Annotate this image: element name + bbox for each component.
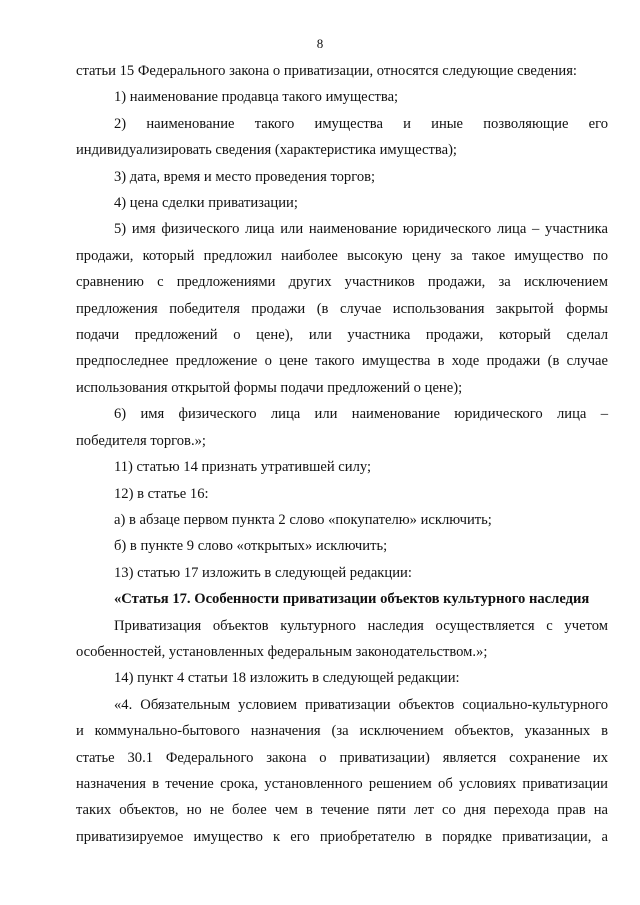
text-line: 6) имя физического лица или наименование юридического лица – [114, 406, 608, 423]
text-line: «4. Обязательным условием приватизации объектов социально-культурного [114, 696, 608, 713]
text-line: 1) наименование продавца такого имущества; [114, 89, 399, 106]
text-line: предпоследнее предложение о цене такого имущества в ходе продажи (в случае [76, 353, 608, 370]
text-line: использования открытой формы подачи предложений о цене); [76, 379, 463, 396]
text-line: подачи предложений о цене), или участника продажи, который сделал [76, 327, 608, 344]
document-body [76, 58, 608, 850]
text-line: 2) наименование такого имущества и иные позволяющие его [114, 115, 608, 132]
text-line: приватизируемое имущество к его приобретателю в порядке приватизации, а [76, 828, 608, 845]
text-line: Приватизация объектов культурного наследия осуществляется с учетом [114, 617, 608, 634]
text-line: 11) статью 14 признать утратившей силу; [114, 459, 372, 476]
text-line: продажи, который предложил наиболее высокую цену за такое имущество по [76, 247, 608, 264]
text-line: а) в абзаце первом пункта 2 слово «покупателю» исключить; [114, 511, 492, 528]
text-line: предложения победителя продажи (в случае использования закрытой формы [76, 300, 608, 317]
text-line: 3) дата, время и место проведения торгов; [114, 168, 376, 185]
text-line: назначения в течение срока, установленного решением об условиях приватизации [76, 775, 608, 792]
text-line: и коммунально-бытового назначения (за исключением объектов, указанных в [76, 723, 608, 740]
text-line: индивидуализировать сведения (характеристика имущества); [76, 142, 457, 159]
text-line: 14) пункт 4 статьи 18 изложить в следующей редакции: [114, 670, 460, 687]
text-line: 13) статью 17 изложить в следующей редакции: [114, 564, 412, 581]
text-line: статьи 15 Федерального закона о приватизации, относятся следующие сведения: [76, 63, 577, 79]
text-line: особенностей, установленных федеральным законодательством.»; [76, 643, 488, 660]
text-line: 4) цена сделки приватизации; [114, 195, 298, 212]
page-number: 8 [316, 36, 324, 51]
text-line: б) в пункте 9 слово «открытых» исключить; [114, 538, 388, 555]
text-line: таких объектов, но не более чем в течение пяти лет со дня перехода прав на [76, 802, 608, 819]
article-heading-line: «Статья 17. Особенности приватизации объектов культурного наследия [114, 591, 590, 608]
text-line: 12) в статье 16: [114, 485, 209, 502]
text-line: сравнению с предложениями других участников продажи, за исключением [76, 274, 608, 291]
text-line: победителя торгов.»; [76, 432, 206, 449]
text-line: статье 30.1 Федерального закона о приватизации) является сохранение их [76, 749, 608, 766]
text-line: 5) имя физического лица или наименование юридического лица – участника [114, 221, 608, 238]
